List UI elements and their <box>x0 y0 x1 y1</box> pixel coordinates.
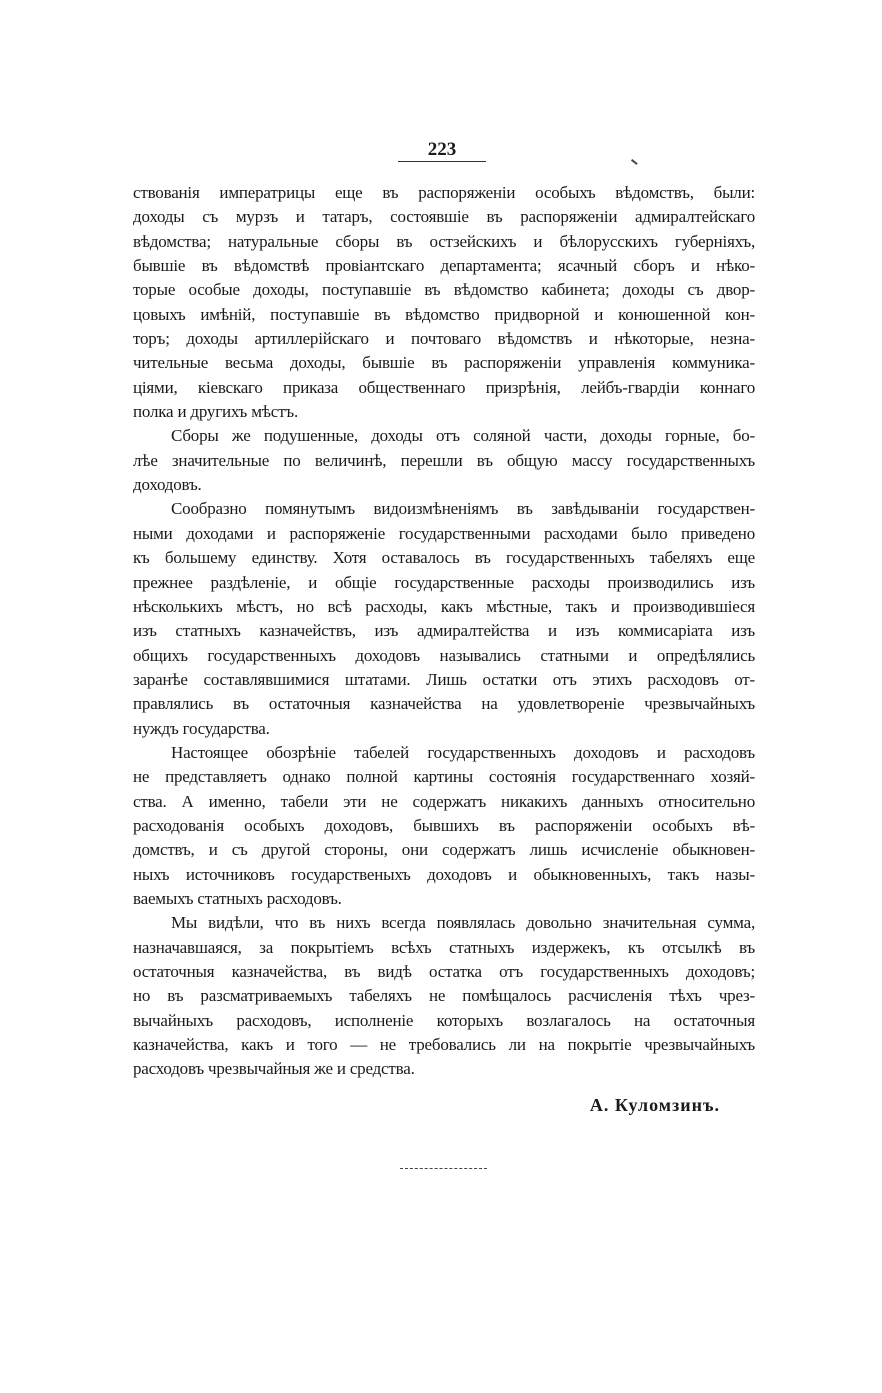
text-line: ными доходами и распоряженіе государственными расходами было приведено <box>133 523 755 543</box>
author-signature: А. Куломзинъ. <box>589 1095 720 1115</box>
text-line: но въ разсматриваемыхъ табеляхъ не помѣщалось расчисленія тѣхъ чрез- <box>133 986 755 1006</box>
text-line: нуждъ государства. <box>133 718 270 738</box>
text-line: назначавшаяся, за покрытіемъ всѣхъ статныхъ издержекъ, къ отсылкѣ въ <box>133 937 755 957</box>
text-line: нѣсколькихъ мѣстъ, но всѣ расходы, какъ мѣстные, такъ и производившіеся <box>133 596 755 616</box>
paragraph <box>133 181 755 424</box>
page-number-rule <box>398 161 486 162</box>
text-line: не представляетъ однако полной картины состоянія государственнаго хозяй- <box>133 767 755 787</box>
body-text <box>133 181 755 1082</box>
text-line: Мы видѣли, что въ нихъ всегда появлялась довольно значительная сумма, <box>171 913 755 933</box>
text-line: изъ статныхъ казначействъ, изъ адмиралтейства и изъ коммисаріата изъ <box>133 621 755 641</box>
text-line: къ большему единству. Хотя оставалось въ государственныхъ табеляхъ еще <box>133 548 755 568</box>
text-line: вѣдомства; натуральные сборы въ остзейскихъ и бѣлорусскихъ губерніяхъ, <box>133 231 755 251</box>
text-line: чительные весьма доходы, бывшіе въ распоряженіи управленія коммуника- <box>133 353 755 373</box>
text-line: цовыхъ имѣній, поступавшіе въ вѣдомство придворной и конюшенной кон- <box>133 304 755 324</box>
text-line: остаточныя казначейства, въ видѣ остатка отъ государственныхъ доходовъ; <box>133 962 755 981</box>
text-line: ствованія императрицы еще въ распоряженіи особыхъ вѣдомствъ, были: <box>133 183 755 202</box>
paragraph <box>133 911 755 1081</box>
text-line: ныхъ источниковъ государственыхъ доходовъ и обыкновенныхъ, такъ назы- <box>133 864 755 884</box>
text-line: Сообразно помянутымъ видоизмѣненіямъ въ завѣдываніи государствен- <box>171 499 755 519</box>
text-line: вычайныхъ расходовъ, исполненіе которыхъ возлагалось на остаточныя <box>133 1010 755 1030</box>
paragraph <box>133 741 755 911</box>
page-number: 223 <box>427 139 457 160</box>
paragraph <box>133 497 755 740</box>
scan-mark <box>631 159 637 164</box>
text-line: казначейства, какъ и того — не требовались ли на покрытіе чрезвычайныхъ <box>133 1035 755 1055</box>
paragraph <box>133 424 755 497</box>
text-line: заранѣе составлявшимися штатами. Лишь остатки отъ этихъ расходовъ от- <box>133 669 755 689</box>
text-line: расходованія особыхъ доходовъ, бывшихъ въ распоряженіи особыхъ вѣ- <box>133 815 755 835</box>
end-rule <box>400 1168 487 1169</box>
text-line: бывшіе въ вѣдомствѣ провіантскаго департамента; ясачный сборъ и нѣко- <box>133 256 755 276</box>
text-line: правлялись въ остаточныя казначейства на удовлетвореніе чрезвычайныхъ <box>133 694 755 714</box>
text-line: Настоящее обозрѣніе табелей государственныхъ доходовъ и расходовъ <box>171 742 755 762</box>
text-line: доходы съ мурзъ и татаръ, состоявшіе въ распоряженіи адмиралтейскаго <box>133 207 755 227</box>
text-line: домствъ, и съ другой стороны, они содержатъ лишь исчисленіе обыкновен- <box>133 840 755 860</box>
text-line: лѣе значительные по величинѣ, перешли въ общую массу государственныхъ <box>133 450 755 470</box>
text-line: прежнее раздѣленіе, и общіе государственные расходы производились изъ <box>133 572 755 592</box>
text-line: расходовъ чрезвычайныя же и средства. <box>133 1059 415 1079</box>
text-line: торъ; доходы артиллерійскаго и почтоваго вѣдомствъ и нѣкоторые, незна- <box>133 329 755 349</box>
text-line: полка и другихъ мѣстъ. <box>133 402 298 422</box>
text-line: Сборы же подушенные, доходы отъ соляной части, доходы горные, бо- <box>171 426 755 446</box>
text-line: доходовъ. <box>133 475 202 495</box>
text-line: торые особые доходы, поступавшіе въ вѣдомство кабинета; доходы съ двор- <box>133 280 755 300</box>
text-line: ціями, кіевскаго приказа общественнаго призрѣнія, лейбъ-гвардіи коннаго <box>133 377 755 397</box>
text-line: ства. А именно, табели эти не содержатъ никакихъ данныхъ относительно <box>133 791 755 811</box>
text-line: общихъ государственныхъ доходовъ назывались статными и опредѣлялись <box>133 645 755 665</box>
text-line: ваемыхъ статныхъ расходовъ. <box>133 888 342 908</box>
